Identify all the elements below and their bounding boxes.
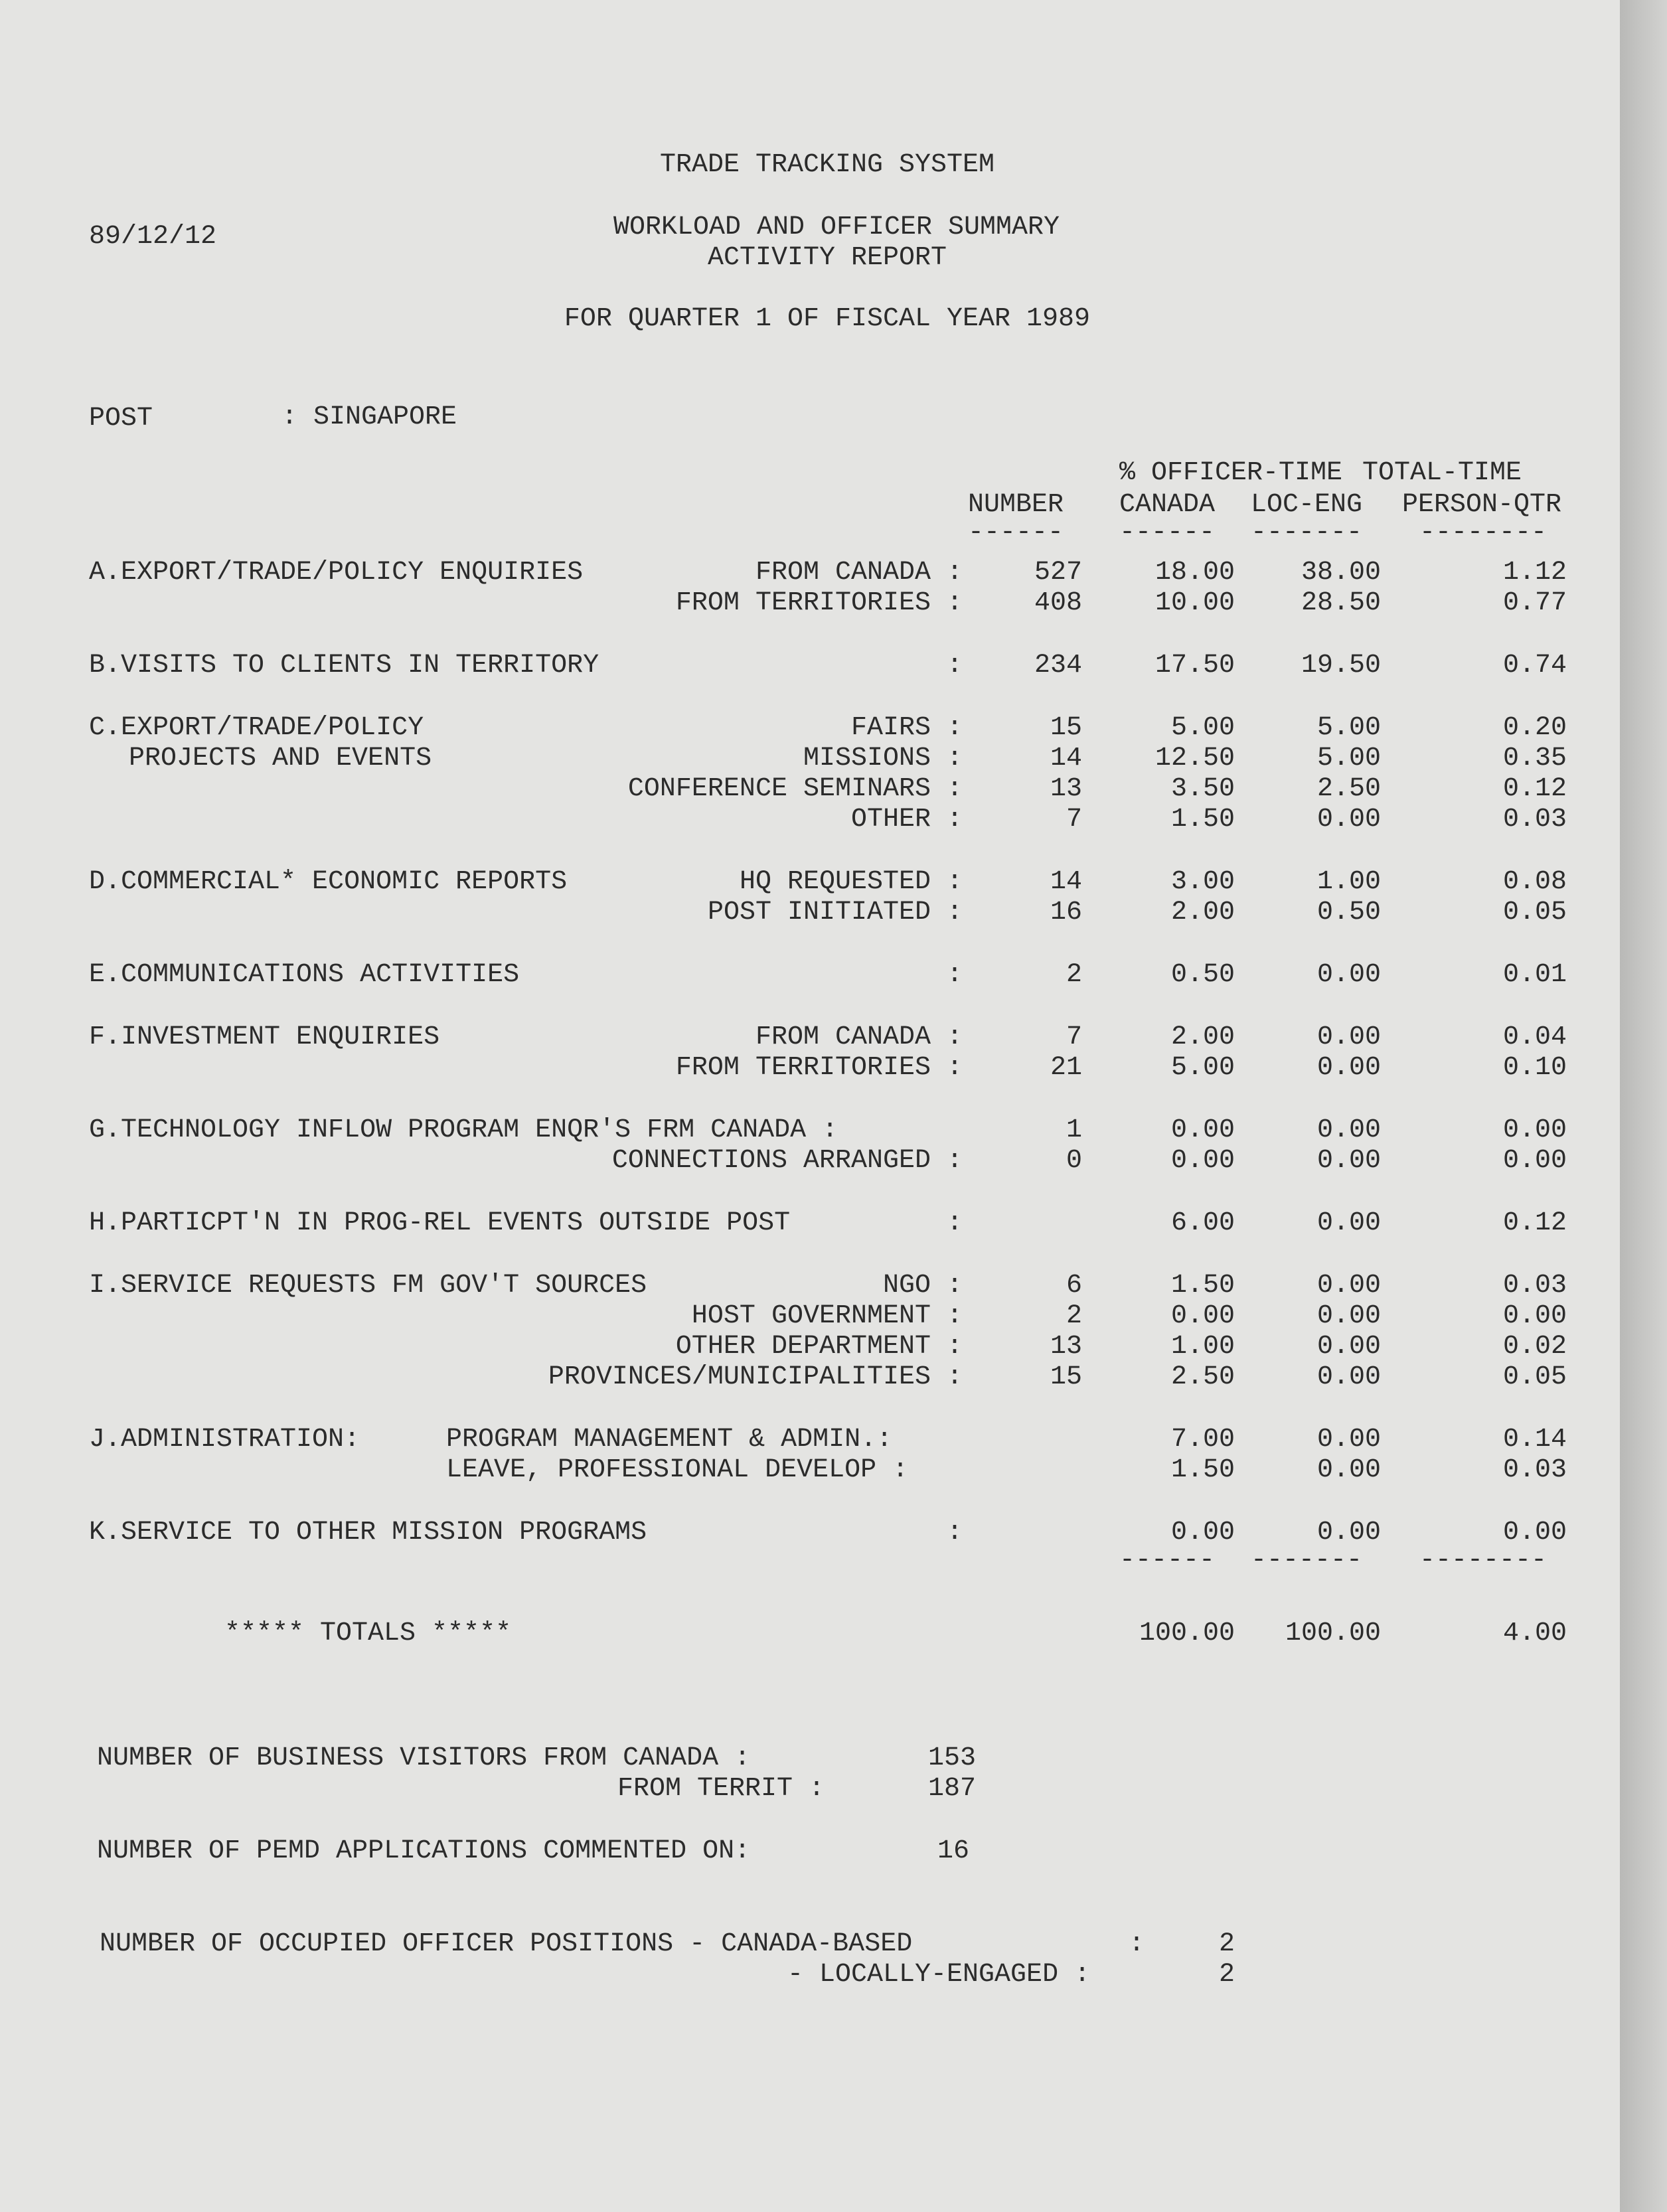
row-loc-eng: 28.50 [1301, 588, 1381, 618]
row-sub-label: HOST GOVERNMENT : [691, 1301, 963, 1331]
row-canada: 18.00 [1154, 558, 1235, 588]
row-loc-eng: 0.00 [1316, 1455, 1381, 1485]
pemd-label: NUMBER OF PEMD APPLICATIONS COMMENTED ON: [97, 1836, 751, 1866]
row-loc-eng: 0.00 [1316, 1301, 1381, 1331]
row-total: 0.02 [1502, 1332, 1567, 1362]
row-total: 0.20 [1502, 713, 1567, 743]
totals-rule-person-qtr: -------- [1419, 1545, 1548, 1575]
row-label: I.SERVICE REQUESTS FM GOV'T SOURCES [89, 1271, 647, 1301]
totals-rule-loc-eng: ------- [1251, 1545, 1363, 1575]
visitors-territ-label: FROM TERRIT : [617, 1774, 825, 1804]
row-total: 0.00 [1502, 1301, 1567, 1331]
row-total: 0.12 [1502, 774, 1567, 804]
row-sub-label: FAIRS : [850, 713, 963, 743]
row-sub-label: HQ REQUESTED : [739, 867, 963, 897]
row-canada: 2.50 [1170, 1362, 1235, 1392]
row-sub-label: LEAVE, PROFESSIONAL DEVELOP : [446, 1455, 909, 1485]
totals-person-qtr: 4.00 [1502, 1619, 1567, 1648]
row-number: 7 [1066, 1022, 1082, 1052]
row-label: J.ADMINISTRATION: [89, 1425, 360, 1455]
row-number: 6 [1066, 1271, 1082, 1301]
positions-canada-value: 2 [1219, 1929, 1235, 1959]
row-loc-eng: 0.00 [1316, 1022, 1381, 1052]
positions-label: NUMBER OF OCCUPIED OFFICER POSITIONS - CANADA-BASED [100, 1929, 913, 1959]
row-loc-eng: 0.00 [1316, 1053, 1381, 1083]
totals-rule-canada: ------ [1119, 1545, 1216, 1575]
row-label: A.EXPORT/TRADE/POLICY ENQUIRIES [89, 558, 584, 588]
row-total: 0.74 [1502, 651, 1567, 680]
row-label: K.SERVICE TO OTHER MISSION PROGRAMS [89, 1518, 647, 1547]
row-total: 0.77 [1502, 588, 1567, 618]
col-rule-number: ------ [968, 518, 1064, 548]
row-canada: 1.50 [1170, 805, 1235, 834]
row-canada: 5.00 [1170, 1053, 1235, 1083]
row-sub-label: CONNECTIONS ARRANGED : [611, 1146, 963, 1176]
post-label: POST [89, 404, 153, 434]
row-label: H.PARTICPT'N IN PROG-REL EVENTS OUTSIDE POST [89, 1208, 791, 1238]
visitors-canada-value: 153 [927, 1743, 976, 1773]
row-loc-eng: 0.00 [1316, 960, 1381, 990]
row-loc-eng: 0.00 [1316, 1332, 1381, 1362]
row-sub-label: : [946, 1518, 963, 1547]
row-sub-label: PROGRAM MANAGEMENT & ADMIN.: [446, 1425, 893, 1455]
report-title-2: ACTIVITY REPORT [707, 243, 947, 273]
row-sub-label: : [946, 960, 963, 990]
report-title-1: WORKLOAD AND OFFICER SUMMARY [613, 212, 1060, 242]
pemd-value: 16 [937, 1836, 970, 1866]
row-canada: 1.00 [1170, 1332, 1235, 1362]
row-number: 21 [1050, 1053, 1082, 1083]
row-loc-eng: 5.00 [1316, 744, 1381, 773]
visitors-territ-value: 187 [927, 1774, 976, 1804]
row-loc-eng: 0.00 [1316, 1271, 1381, 1301]
row-loc-eng: 0.00 [1316, 805, 1381, 834]
row-sub-label: OTHER : [850, 805, 963, 834]
post-value: : SINGAPORE [281, 402, 457, 432]
row-canada: 10.00 [1154, 588, 1235, 618]
row-canada: 17.50 [1154, 651, 1235, 680]
row-sub-label: : [946, 651, 963, 680]
row-canada: 5.00 [1170, 713, 1235, 743]
row-number: 7 [1066, 805, 1082, 834]
report-date: 89/12/12 [89, 222, 217, 252]
col-head-total-time: TOTAL-TIME [1362, 458, 1522, 488]
totals-loc-eng: 100.00 [1285, 1619, 1381, 1648]
row-canada: 1.50 [1170, 1455, 1235, 1485]
row-number: 1 [1066, 1115, 1082, 1145]
row-loc-eng: 0.00 [1316, 1208, 1381, 1238]
row-total: 0.00 [1502, 1115, 1567, 1145]
row-canada: 1.50 [1170, 1271, 1235, 1301]
row-label: C.EXPORT/TRADE/POLICY [89, 713, 424, 743]
row-canada: 0.50 [1170, 960, 1235, 990]
system-title: TRADE TRACKING SYSTEM [659, 150, 995, 180]
row-label: PROJECTS AND EVENTS [129, 744, 432, 773]
col-rule-loc-eng: ------- [1251, 518, 1363, 548]
positions-local-label: - LOCALLY-ENGAGED : [787, 1960, 1091, 1990]
positions-local-value: 2 [1219, 1960, 1235, 1990]
row-sub-label: POST INITIATED : [707, 898, 963, 927]
row-number: 527 [1034, 558, 1082, 588]
row-total: 0.05 [1502, 1362, 1567, 1392]
col-rule-person-qtr: -------- [1419, 518, 1548, 548]
row-total: 0.00 [1502, 1518, 1567, 1547]
row-canada: 7.00 [1170, 1425, 1235, 1455]
row-canada: 6.00 [1170, 1208, 1235, 1238]
row-sub-label: PROVINCES/MUNICIPALITIES : [548, 1362, 963, 1392]
col-head-canada: CANADA [1119, 490, 1216, 520]
row-label: E.COMMUNICATIONS ACTIVITIES [89, 960, 520, 990]
row-number: 14 [1050, 744, 1082, 773]
row-number: 16 [1050, 898, 1082, 927]
row-label: D.COMMERCIAL* ECONOMIC REPORTS [89, 867, 568, 897]
scanner-edge [1620, 0, 1667, 2212]
row-loc-eng: 0.50 [1316, 898, 1381, 927]
row-sub-label: FROM CANADA : [755, 1022, 963, 1052]
row-loc-eng: 0.00 [1316, 1518, 1381, 1547]
row-canada: 0.00 [1170, 1115, 1235, 1145]
row-loc-eng: 2.50 [1316, 774, 1381, 804]
row-loc-eng: 0.00 [1316, 1425, 1381, 1455]
col-head-person-qtr: PERSON-QTR [1402, 490, 1562, 520]
row-loc-eng: 1.00 [1316, 867, 1381, 897]
col-head-officer-time: % OFFICER-TIME [1119, 458, 1343, 488]
row-loc-eng: 0.00 [1316, 1115, 1381, 1145]
row-canada: 0.00 [1170, 1301, 1235, 1331]
totals-canada: 100.00 [1139, 1619, 1235, 1648]
row-loc-eng: 19.50 [1301, 651, 1381, 680]
row-number: 0 [1066, 1146, 1082, 1176]
row-number: 14 [1050, 867, 1082, 897]
row-sub-label: MISSIONS : [803, 744, 963, 773]
row-total: 0.10 [1502, 1053, 1567, 1083]
positions-colon: : [1129, 1929, 1145, 1959]
row-total: 0.05 [1502, 898, 1567, 927]
row-total: 0.04 [1502, 1022, 1567, 1052]
row-total: 0.12 [1502, 1208, 1567, 1238]
row-total: 0.01 [1502, 960, 1567, 990]
row-canada: 2.00 [1170, 1022, 1235, 1052]
row-number: 13 [1050, 774, 1082, 804]
row-total: 0.00 [1502, 1146, 1567, 1176]
report-period: FOR QUARTER 1 OF FISCAL YEAR 1989 [564, 304, 1091, 334]
row-label: F.INVESTMENT ENQUIRIES [89, 1022, 440, 1052]
row-total: 0.03 [1502, 805, 1567, 834]
row-number: 2 [1066, 960, 1082, 990]
col-rule-canada: ------ [1119, 518, 1216, 548]
visitors-label: NUMBER OF BUSINESS VISITORS FROM CANADA : [97, 1743, 751, 1773]
row-canada: 12.50 [1154, 744, 1235, 773]
col-head-loc-eng: LOC-ENG [1251, 490, 1363, 520]
row-number: 408 [1034, 588, 1082, 618]
row-number: 13 [1050, 1332, 1082, 1362]
row-total: 0.03 [1502, 1271, 1567, 1301]
row-loc-eng: 0.00 [1316, 1146, 1381, 1176]
row-canada: 0.00 [1170, 1518, 1235, 1547]
row-canada: 3.00 [1170, 867, 1235, 897]
col-head-number: NUMBER [968, 490, 1064, 520]
row-label: G.TECHNOLOGY INFLOW PROGRAM ENQR'S FRM CANADA : [89, 1115, 838, 1145]
row-canada: 0.00 [1170, 1146, 1235, 1176]
row-sub-label: : [946, 1208, 963, 1238]
row-total: 0.08 [1502, 867, 1567, 897]
row-sub-label: OTHER DEPARTMENT : [675, 1332, 963, 1362]
row-total: 0.03 [1502, 1455, 1567, 1485]
row-canada: 2.00 [1170, 898, 1235, 927]
row-sub-label: FROM TERRITORIES : [675, 1053, 963, 1083]
row-total: 1.12 [1502, 558, 1567, 588]
row-loc-eng: 5.00 [1316, 713, 1381, 743]
row-number: 15 [1050, 713, 1082, 743]
row-sub-label: FROM TERRITORIES : [675, 588, 963, 618]
row-number: 15 [1050, 1362, 1082, 1392]
row-loc-eng: 38.00 [1301, 558, 1381, 588]
row-total: 0.14 [1502, 1425, 1567, 1455]
row-sub-label: CONFERENCE SEMINARS : [627, 774, 963, 804]
row-sub-label: FROM CANADA : [755, 558, 963, 588]
row-sub-label: NGO : [882, 1271, 963, 1301]
row-label: B.VISITS TO CLIENTS IN TERRITORY [89, 651, 599, 680]
row-canada: 3.50 [1170, 774, 1235, 804]
row-total: 0.35 [1502, 744, 1567, 773]
row-loc-eng: 0.00 [1316, 1362, 1381, 1392]
row-number: 234 [1034, 651, 1082, 680]
totals-label: ***** TOTALS ***** [224, 1619, 512, 1648]
row-number: 2 [1066, 1301, 1082, 1331]
